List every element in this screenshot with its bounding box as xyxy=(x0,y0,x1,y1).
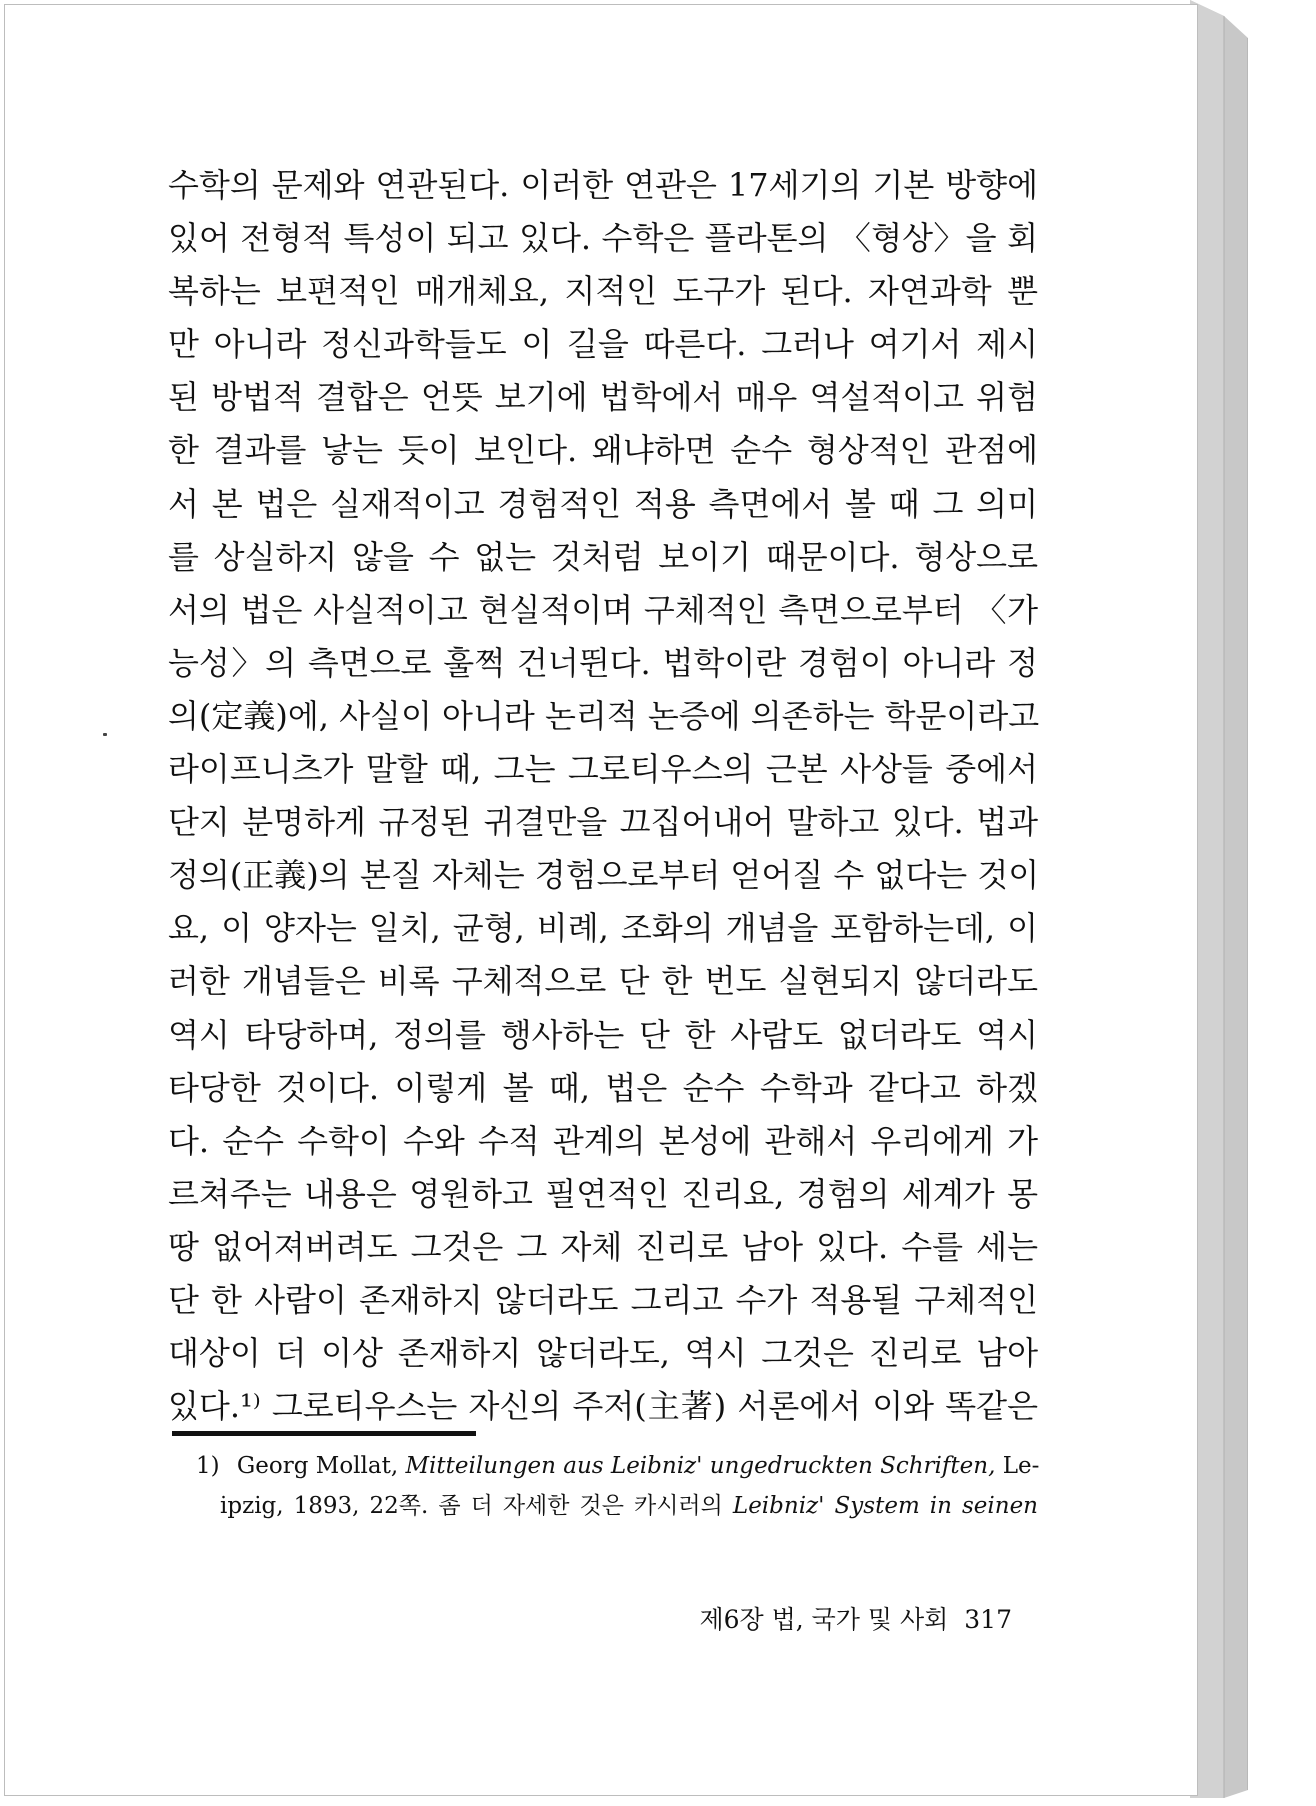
chapter-title: 제6장 법, 국가 및 사회 xyxy=(699,1605,949,1634)
body-line: 있어 전형적 특성이 되고 있다. 수학은 플라톤의 〈형상〉을 회 xyxy=(168,219,1038,258)
footnote-cited-title: Leibniz' System in seinen xyxy=(732,1493,1038,1519)
body-line: 된 방법적 결합은 언뜻 보기에 법학에서 매우 역설적이고 위험 xyxy=(168,378,1038,417)
footnote-line-2 xyxy=(196,1486,1038,1526)
body-line: 정의(正義)의 본질 자체는 경험으로부터 얻어질 수 없다는 것이 xyxy=(168,856,1040,895)
body-line: 러한 개념들은 비록 구체적으로 단 한 번도 실현되지 않더라도 xyxy=(168,962,1038,1001)
footnote-number: 1) xyxy=(196,1453,220,1479)
margin-speck xyxy=(103,733,107,736)
body-line: 복하는 보편적인 매개체요, 지적인 도구가 된다. 자연과학 뿐 xyxy=(168,272,1038,311)
footnote-author: Georg Mollat, xyxy=(236,1453,399,1479)
footnote-line-1 xyxy=(196,1446,1038,1486)
body-line: 의(定義)에, 사실이 아니라 논리적 논증에 의존하는 학문이라고 xyxy=(168,696,1040,735)
body-line: 만 아니라 정신과학들도 이 길을 따른다. 그러나 여기서 제시 xyxy=(168,325,1038,364)
body-line: 대상이 더 이상 존재하지 않더라도, 역시 그것은 진리로 남아 xyxy=(168,1334,1038,1373)
book-page-edges xyxy=(1190,0,1248,1798)
footnote-title: Mitteilungen aus Leibniz' ungedruckten Schriften, xyxy=(405,1453,996,1479)
body-line: 를 상실하지 않을 수 없는 것처럼 보이기 때문이다. 형상으로 xyxy=(168,537,1038,576)
footnote-separator xyxy=(172,1431,476,1436)
main-body-text xyxy=(168,163,1038,1437)
body-line: 서의 법은 사실적이고 현실적이며 구체적인 측면으로부터 〈가 xyxy=(168,590,1038,629)
body-line: 타당한 것이다. 이렇게 볼 때, 법은 순수 수학과 같다고 하겠 xyxy=(168,1068,1038,1107)
body-line: 있다.¹⁾ 그로티우스는 자신의 주저(主著) 서론에서 이와 똑같은 xyxy=(168,1387,1038,1426)
body-line: 수학의 문제와 연관된다. 이러한 연관은 17세기의 기본 방향에 xyxy=(168,166,1038,204)
body-line: 요, 이 양자는 일치, 균형, 비례, 조화의 개념을 포함하는데, 이 xyxy=(168,909,1038,948)
body-line: 역시 타당하며, 정의를 행사하는 단 한 사람도 없더라도 역시 xyxy=(168,1015,1038,1054)
footnote-tail: Le- xyxy=(1002,1453,1040,1479)
body-line: 다. 순수 수학이 수와 수적 관계의 본성에 관해서 우리에게 가 xyxy=(168,1121,1038,1160)
body-line: 단 한 사람이 존재하지 않더라도 그리고 수가 적용될 구체적인 xyxy=(168,1280,1038,1319)
footnote xyxy=(196,1446,1038,1526)
body-line: 단지 분명하게 규정된 귀결만을 끄집어내어 말하고 있다. 법과 xyxy=(168,803,1038,842)
body-line: 서 본 법은 실재적이고 경험적인 적용 측면에서 볼 때 그 의미 xyxy=(168,484,1038,523)
body-line: 능성〉의 측면으로 훌쩍 건너뛴다. 법학이란 경험이 아니라 정 xyxy=(168,643,1038,682)
page-number: 317 xyxy=(964,1605,1012,1634)
running-footer xyxy=(668,1600,1012,1640)
body-line: 르쳐주는 내용은 영원하고 필연적인 진리요, 경험의 세계가 몽 xyxy=(168,1174,1038,1213)
body-line: 라이프니츠가 말할 때, 그는 그로티우스의 근본 사상들 중에서 xyxy=(168,750,1038,789)
body-line: 한 결과를 낳는 듯이 보인다. 왜냐하면 순수 형상적인 관점에 xyxy=(168,431,1038,470)
body-line: 땅 없어져버려도 그것은 그 자체 진리로 남아 있다. 수를 세는 xyxy=(168,1227,1038,1266)
footnote-text: ipzig, 1893, 22쪽. 좀 더 자세한 것은 카시러의 xyxy=(220,1493,723,1519)
